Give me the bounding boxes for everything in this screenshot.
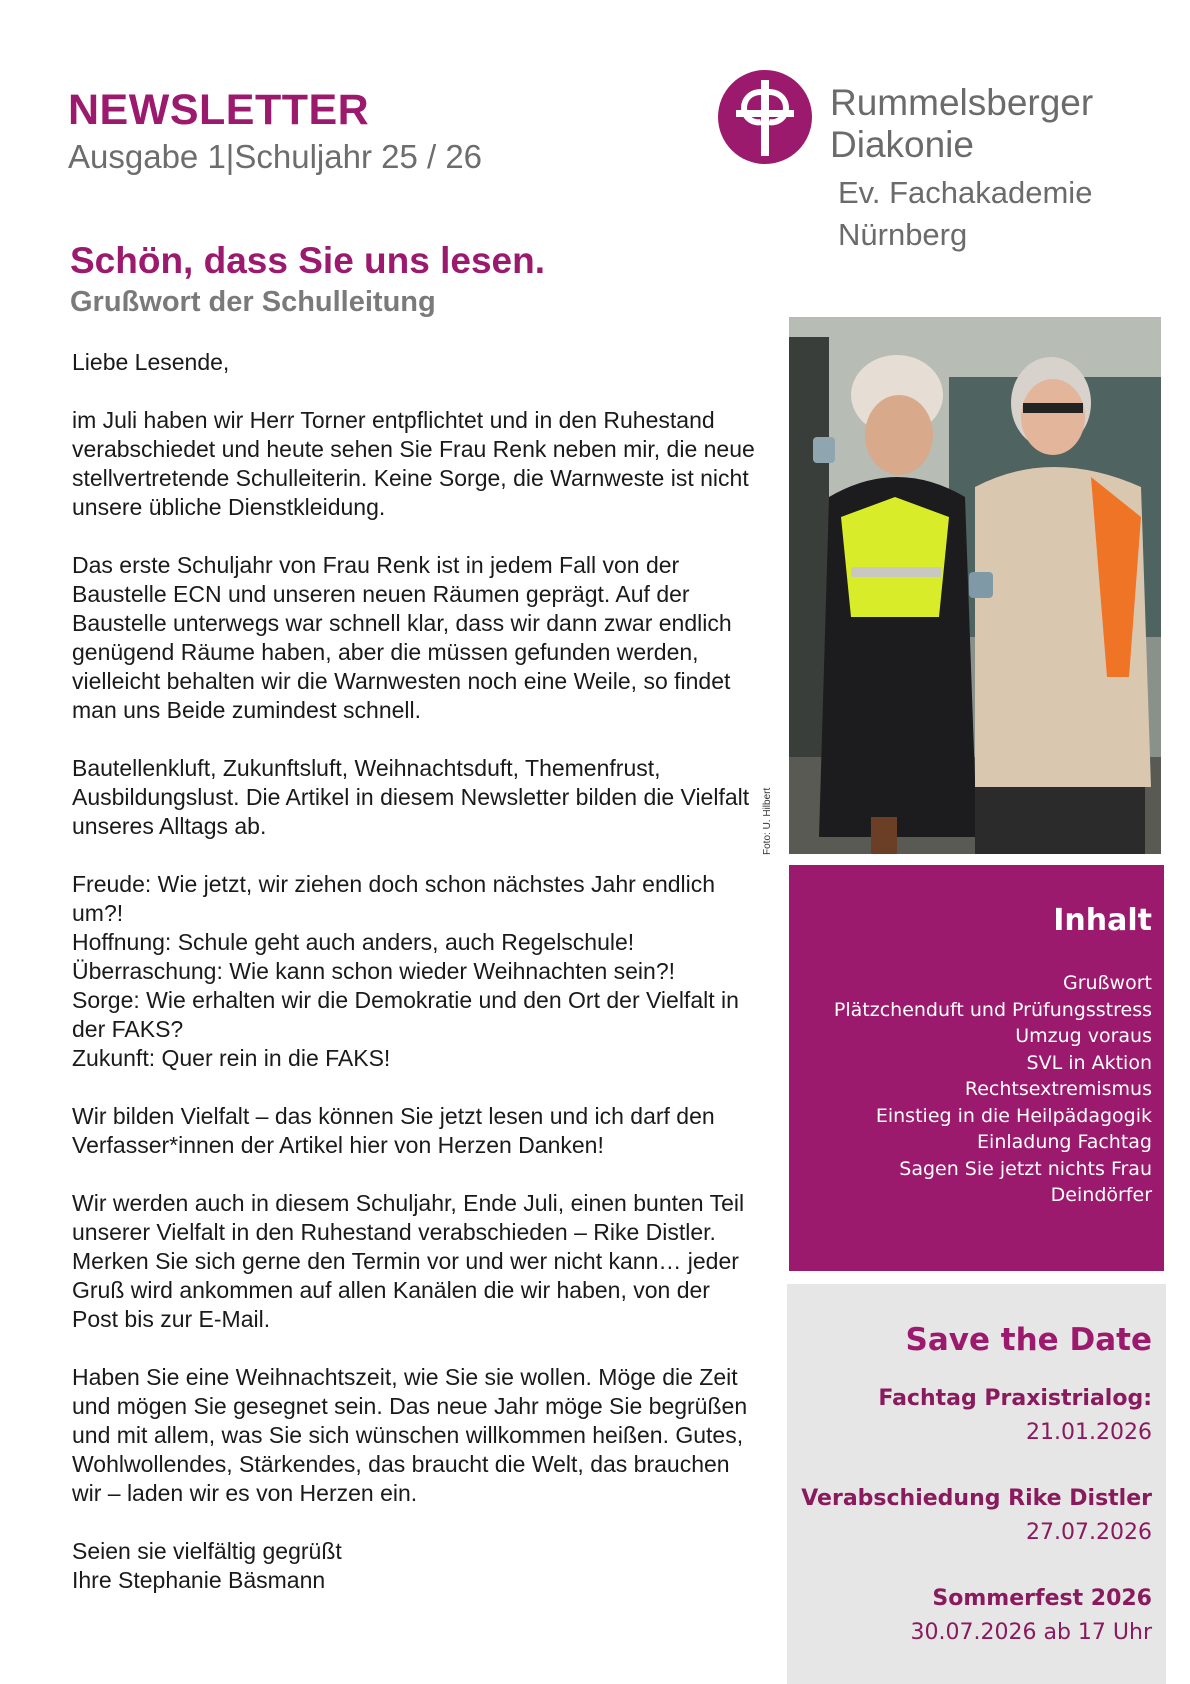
paragraph: Wir bilden Vielfalt – das können Sie jetzt lesen und ich darf den Verfasser*innen der Artikel hier von Herzen Danken! [72, 1103, 715, 1158]
event-date: 30.07.2026 ab 17 Uhr [910, 1620, 1152, 1645]
letter-body [72, 348, 762, 1595]
contents-item: Grußwort [1063, 972, 1152, 994]
paragraph: Haben Sie eine Weihnachtszeit, wie Sie sie wollen. Möge die Zeit und mögen Sie gesegnet sein. Das neue Jahr möge Sie begrüßen und mit allem, was Sie sich wünschen willkommen heißen. Gutes, Wohlwollendes, Stärkendes, das braucht die Welt, das brauchen wir – laden wir es von Herzen ein. [72, 1364, 748, 1506]
list-item: Hoffnung: Schule geht auch anders, auch Regelschule! [72, 929, 635, 955]
diakonie-cross-logo-icon [718, 70, 812, 164]
save-the-date-title: Save the Date [905, 1322, 1152, 1358]
article-headline: Schön, dass Sie uns lesen. [70, 240, 546, 281]
paragraph: Bautellenkluft, Zukunftsluft, Weihnachtsduft, Themenfrust, Ausbildungslust. Die Artikel in diesem Newsletter bilden die Vielfalt unseres Alltags ab. [72, 755, 750, 839]
paragraph: im Juli haben wir Herr Torner entpflichtet und in den Ruhestand verabschiedet und heute sehen Sie Frau Renk neben mir, die neue stellvertretende Schulleiterin. Keine Sorge, die Warnweste ist nicht unsere übliche Dienstkleidung. [72, 407, 755, 520]
contents-item: Einstieg in die Heilpädagogik [875, 1104, 1152, 1127]
photo-credit: Foto: U. Hilbert [762, 787, 773, 855]
event-name: Sommerfest 2026 [932, 1586, 1152, 1611]
event-date: 21.01.2026 [1026, 1420, 1152, 1445]
signature: Ihre Stephanie Bäsmann [72, 1567, 326, 1593]
event-date: 27.07.2026 [1026, 1520, 1152, 1545]
organization-name-line1: Rummelsberger [830, 82, 1094, 123]
school-name [838, 172, 1092, 256]
organization-name-line2: Diakonie [830, 124, 974, 165]
contents-item: SVL in Aktion [1026, 1051, 1152, 1074]
list-item: Freude: Wie jetzt, wir ziehen doch schon nächstes Jahr endlich um?! [72, 871, 716, 926]
event-name: Verabschiedung Rike Distler [801, 1486, 1152, 1511]
contents-item: Umzug voraus [1015, 1025, 1152, 1047]
list-item: Sorge: Wie erhalten wir die Demokratie und den Ort der Vielfalt in der FAKS? [72, 987, 739, 1042]
contents-item: Rechtsextremismus [964, 1078, 1152, 1100]
school-name-line1: Ev. Fachakademie [838, 175, 1093, 210]
article-subheadline: Grußwort der Schulleitung [70, 286, 436, 318]
contents-box [789, 865, 1164, 1271]
staff-photo [789, 317, 1161, 854]
list-item: Überraschung: Wie kann schon wieder Weihnachten sein?! [72, 958, 676, 984]
list-item: Zukunft: Quer rein in die FAKS! [72, 1045, 391, 1071]
event-name: Fachtag Praxistrialog: [878, 1386, 1152, 1411]
contents-item: Plätzchenduft und Prüfungsstress [833, 998, 1152, 1021]
paragraph: Wir werden auch in diesem Schuljahr, Ende Juli, einen bunten Teil unserer Vielfalt in den Ruhestand verabschieden – Rike Distler. Merken Sie sich gerne den Termin vor und wer nicht kann… jeder Gruß wird ankommen auf allen Kanälen die wir haben, von der Post bis zur E-Mail. [72, 1190, 745, 1332]
contents-title: Inhalt [1053, 903, 1152, 938]
contents-item: Sagen Sie jetzt nichts Frau Deindörfer [899, 1157, 1152, 1206]
issue-label: Ausgabe 1|Schuljahr 25 / 26 [68, 138, 483, 175]
school-name-line2: Nürnberg [838, 217, 968, 252]
paragraph: Das erste Schuljahr von Frau Renk ist in jedem Fall von der Baustelle ECN und unseren neuen Räumen geprägt. Auf der Baustelle unterwegs war schnell klar, dass wir dann zwar endlich genügend Räume haben, aber die müssen gefunden werden, vielleicht behalten wir die Warnwesten noch eine Weile, so findet man uns Beide zumindest schnell. [72, 552, 732, 723]
newsletter-title: NEWSLETTER [68, 86, 370, 134]
contents-item: Einladung Fachtag [977, 1131, 1152, 1153]
salutation: Liebe Lesende, [72, 349, 230, 375]
organization-name [830, 82, 1093, 166]
save-the-date-box [787, 1284, 1166, 1684]
closing: Seien sie vielfältig gegrüßt [72, 1538, 342, 1564]
feelings-list [72, 870, 762, 1073]
